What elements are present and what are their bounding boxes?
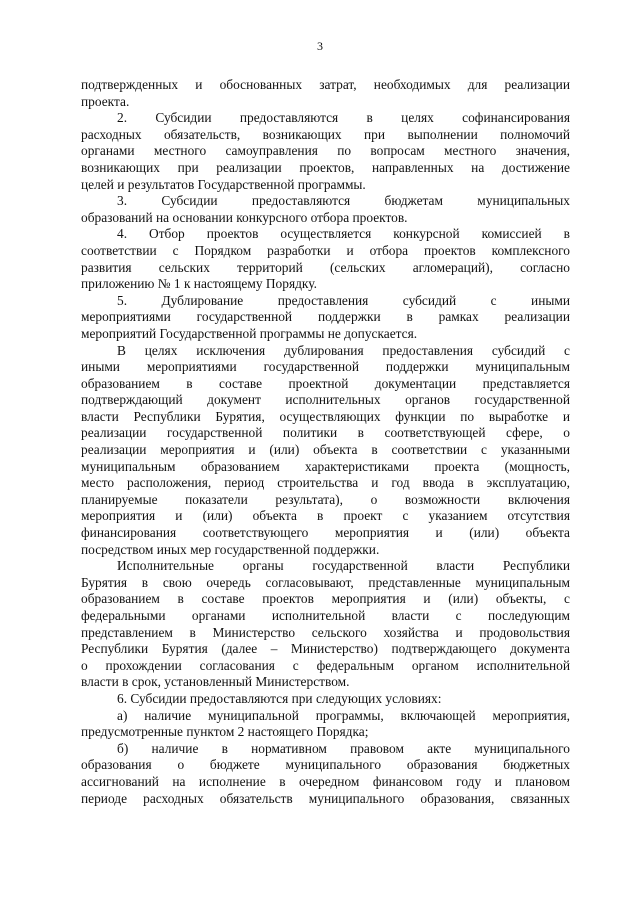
text-line: планируемые показатели результата), о возможности включения — [81, 491, 570, 507]
text-line: о прохождении согласования с федеральным органом исполнительной — [81, 657, 570, 673]
text-line: власти Республики Бурятия, осуществляющих функции по выработке и — [81, 408, 570, 424]
text-line: б) наличие в нормативном правовом акте муниципального — [117, 740, 570, 756]
text-line: образования о бюджете муниципального образования бюджетных — [81, 757, 570, 773]
text-line: посредством иных мер государственной поддержки. — [81, 541, 380, 557]
text-line: В целях исключения дублирования предоставления субсидий с — [117, 342, 570, 358]
text-line: Бурятия в свою очередь согласовывают, представленные муниципальным — [81, 574, 570, 590]
text-line: мероприятиями государственной поддержки в рамках реализации — [81, 309, 570, 325]
text-line: 4. Отбор проектов осуществляется конкурсной комиссией в — [117, 226, 570, 242]
text-line: расходных обязательств, возникающих при выполнении полномочий — [81, 126, 570, 142]
text-line: ассигнований на исполнение в очередном финансовом году и плановом — [81, 773, 570, 789]
text-line: соответствии с Порядком разработки и отбора проектов комплексного — [81, 242, 570, 258]
text-line: целей и результатов Государственной программы. — [81, 176, 366, 192]
text-line: 3. Субсидии предоставляются бюджетам муниципальных — [117, 193, 570, 209]
text-line: власти в срок, установленный Министерством. — [81, 674, 350, 690]
text-line: а) наличие муниципальной программы, включающей мероприятия, — [117, 707, 570, 723]
text-line: муниципальным образованием характеристиками проекта (мощность, — [81, 458, 570, 474]
text-line: возникающих при реализации проектов, направленных на достижение — [81, 159, 570, 175]
text-line: федеральными органами исполнительной власти с последующим — [81, 608, 570, 623]
text-line: Республики Бурятия (далее – Министерство) подтверждающего документа — [81, 641, 570, 657]
text-line: проекта. — [81, 93, 130, 109]
text-line: 2. Субсидии предоставляются в целях софинансирования — [117, 110, 570, 126]
text-line: мероприятия и (или) объекта в проект с указанием отсутствия — [81, 508, 570, 524]
text-line: периоде расходных обязательств муниципального образования, связанных — [81, 790, 570, 806]
text-line: иными мероприятиями государственной поддержки муниципальным — [81, 359, 570, 375]
text-line: образований на основании конкурсного отбора проектов. — [81, 209, 408, 225]
page-number: 3 — [317, 39, 323, 53]
text-line: представлением в Министерство сельского хозяйства и продовольствия — [81, 624, 570, 640]
document-body — [81, 77, 570, 807]
text-line: мероприятий Государственной программы не допускается. — [81, 325, 418, 341]
text-line: органами местного самоуправления по вопросам местного значения, — [81, 143, 570, 159]
text-line: развития сельских территорий (сельских агломераций), согласно — [81, 259, 570, 275]
text-line: 6. Субсидии предоставляются при следующих условиях: — [117, 690, 442, 706]
text-line: 5. Дублирование предоставления субсидий с иными — [117, 292, 570, 308]
text-line: образованием в составе проектов мероприятия и (или) объекты, с — [81, 591, 570, 607]
text-line: подтверждающий документ исполнительных органов государственной — [81, 392, 570, 408]
text-line: подтвержденных и обоснованных затрат, необходимых для реализации — [81, 77, 570, 92]
text-line: образованием в составе проектной документации представляется — [81, 375, 570, 391]
text-line: приложению № 1 к настоящему Порядку. — [81, 276, 317, 292]
text-line: реализации мероприятия и (или) объекта в соответствии с указанными — [81, 442, 570, 458]
text-line: Исполнительные органы государственной власти Республики — [117, 558, 570, 574]
text-line: предусмотренные пунктом 2 настоящего Порядка; — [81, 724, 369, 740]
text-line: финансирования соответствующего мероприятия и (или) объекта — [81, 525, 570, 541]
text-line: реализации государственной политики в соответствующей сфере, о — [81, 425, 570, 441]
text-line: место расположения, период строительства и год ввода в эксплуатацию, — [81, 475, 570, 491]
